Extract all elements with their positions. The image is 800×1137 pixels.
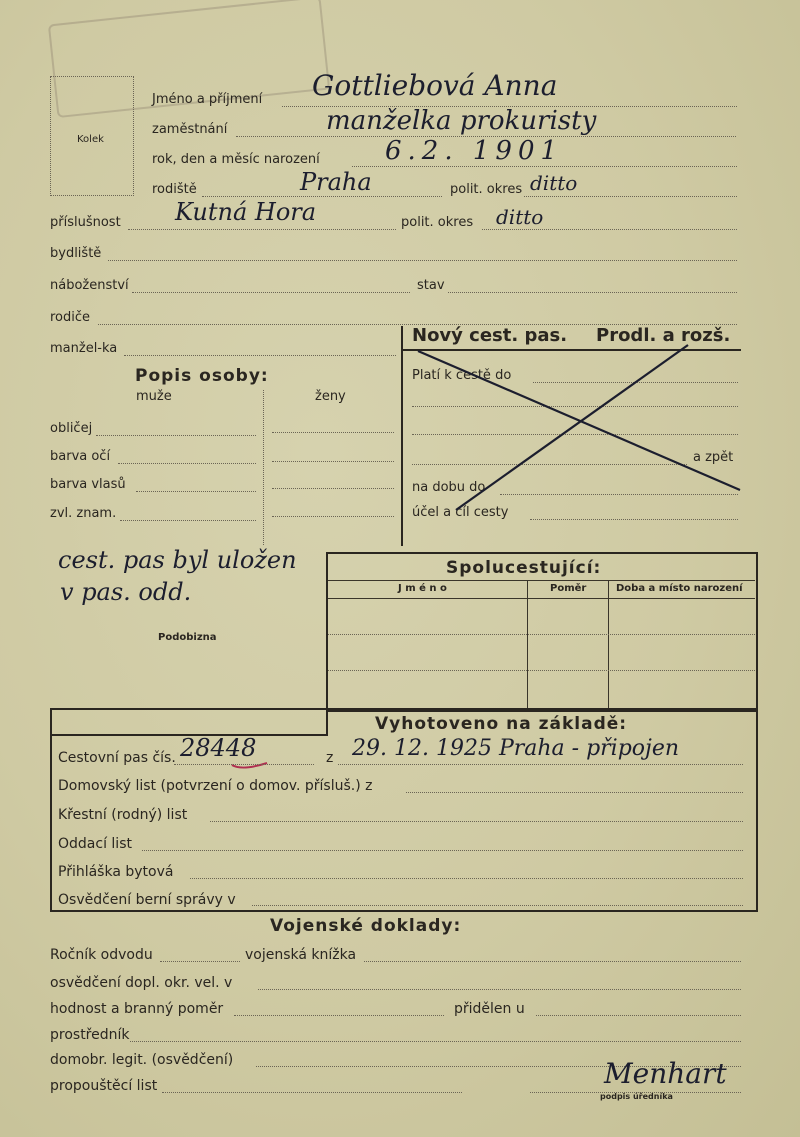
new-passport-heading: Nový cest. pas. bbox=[412, 325, 568, 346]
eye-color-label: barva očí bbox=[50, 449, 111, 464]
military-heading: Vojenské doklady: bbox=[270, 916, 462, 936]
passport-number-line bbox=[174, 764, 314, 765]
assigned-line bbox=[536, 1015, 741, 1016]
fellow-col-divider-2 bbox=[608, 580, 609, 708]
religion-label: náboženství bbox=[50, 278, 129, 293]
fellow-travellers-heading: Spolucestující: bbox=[446, 558, 602, 578]
rank-line bbox=[234, 1015, 444, 1016]
passport-from-value: 29. 12. 1925 Praha - připojen bbox=[352, 736, 680, 761]
residence-label: bydliště bbox=[50, 246, 102, 261]
signature-caption: podpis úředníka bbox=[600, 1092, 673, 1101]
marriage-label: Oddací list bbox=[58, 836, 132, 852]
spouse-label: manžel-ka bbox=[50, 341, 118, 356]
district-label: polit. okres bbox=[450, 182, 523, 197]
note-line-2: v pas. odd. bbox=[60, 578, 192, 606]
special-marks-label: zvl. znam. bbox=[50, 506, 117, 521]
fellow-col-divider-1 bbox=[527, 580, 528, 708]
registration-line bbox=[190, 878, 743, 879]
issued-based-on-heading: Vyhotoveno na základě: bbox=[375, 714, 628, 734]
name-value: Gottliebová Anna bbox=[312, 69, 558, 102]
registration-label: Přihláška bytová bbox=[58, 864, 174, 880]
supplementary-cert-label: osvědčení dopl. okr. vel. v bbox=[50, 975, 233, 991]
official-signature: Menhart bbox=[604, 1057, 727, 1090]
passport-number-value: 28448 bbox=[180, 734, 257, 762]
baptism-label: Křestní (rodný) list bbox=[58, 807, 188, 823]
intermediary-line bbox=[130, 1041, 741, 1042]
note-line-1: cest. pas byl uložen bbox=[58, 546, 297, 574]
citizenship-label: příslušnost bbox=[50, 215, 121, 230]
duration-label: na dobu do bbox=[412, 480, 486, 495]
extension-heading: Prodl. a rozš. bbox=[596, 325, 731, 346]
photo-label: Podobizna bbox=[158, 632, 217, 643]
name-label: Jméno a příjmení bbox=[152, 92, 263, 107]
domicile-label: Domovský list (potvrzení o domov. přísluš.) z bbox=[58, 778, 373, 794]
marriage-line bbox=[142, 850, 743, 851]
issued-box-notch bbox=[326, 708, 328, 734]
face-label: obličej bbox=[50, 421, 93, 436]
col-birth: Doba a místo narození bbox=[616, 583, 743, 594]
draft-year-label: Ročník odvodu bbox=[50, 947, 153, 963]
occupation-value: manželka prokuristy bbox=[326, 106, 597, 136]
military-book-label: vojenská knížka bbox=[245, 947, 357, 963]
col-relation: Poměr bbox=[550, 583, 587, 594]
valid-for-label: Platí k cestě do bbox=[412, 368, 512, 383]
tax-certificate-label: Osvědčení berní správy v bbox=[58, 892, 236, 908]
citizenship-value: Kutná Hora bbox=[175, 198, 317, 226]
district2-label: polit. okres bbox=[401, 215, 474, 230]
fellow-row-1 bbox=[328, 634, 755, 635]
birth-date-value: 6.2. 1901 bbox=[385, 136, 564, 166]
fellow-travellers-header-top bbox=[328, 580, 755, 581]
description-heading: Popis osoby: bbox=[135, 366, 269, 386]
baptism-line bbox=[210, 821, 743, 822]
col-name: J m é n o bbox=[398, 583, 447, 594]
domicile-line bbox=[406, 792, 743, 793]
passport-number-label: Cestovní pas čís. bbox=[58, 750, 176, 766]
birthplace-value: Praha bbox=[300, 168, 372, 196]
discharge-label: propouštěcí list bbox=[50, 1078, 158, 1094]
status-label: stav bbox=[417, 278, 445, 293]
fellow-row-2 bbox=[328, 670, 755, 671]
passport-from-line bbox=[338, 764, 743, 765]
hair-color-label: barva vlasů bbox=[50, 477, 126, 492]
birthplace-label: rodiště bbox=[152, 182, 197, 197]
district2-value: ditto bbox=[496, 205, 544, 229]
parents-label: rodiče bbox=[50, 310, 91, 325]
supplementary-cert-line bbox=[258, 989, 741, 990]
discharge-line bbox=[162, 1092, 462, 1093]
assigned-label: přidělen u bbox=[454, 1001, 525, 1017]
home-guard-label: domobr. legit. (osvědčení) bbox=[50, 1052, 234, 1068]
military-book-line bbox=[364, 961, 741, 962]
birth-date-label: rok, den a měsíc narození bbox=[152, 152, 320, 167]
passport-from-label: z bbox=[326, 750, 334, 766]
district-value: ditto bbox=[530, 171, 578, 195]
fellow-travellers-header-bottom bbox=[328, 598, 755, 599]
draft-year-line bbox=[160, 961, 240, 962]
intermediary-label: prostředník bbox=[50, 1027, 130, 1043]
tax-certificate-line bbox=[252, 905, 743, 906]
rank-label: hodnost a branný poměr bbox=[50, 1001, 224, 1017]
description-male-label: muže bbox=[136, 389, 172, 404]
occupation-label: zaměstnání bbox=[152, 122, 228, 137]
return-label: a zpět bbox=[693, 450, 734, 465]
kolek-label: Kolek bbox=[77, 134, 104, 145]
description-female-label: ženy bbox=[315, 389, 346, 404]
purpose-label: účel a cíl cesty bbox=[412, 505, 509, 520]
